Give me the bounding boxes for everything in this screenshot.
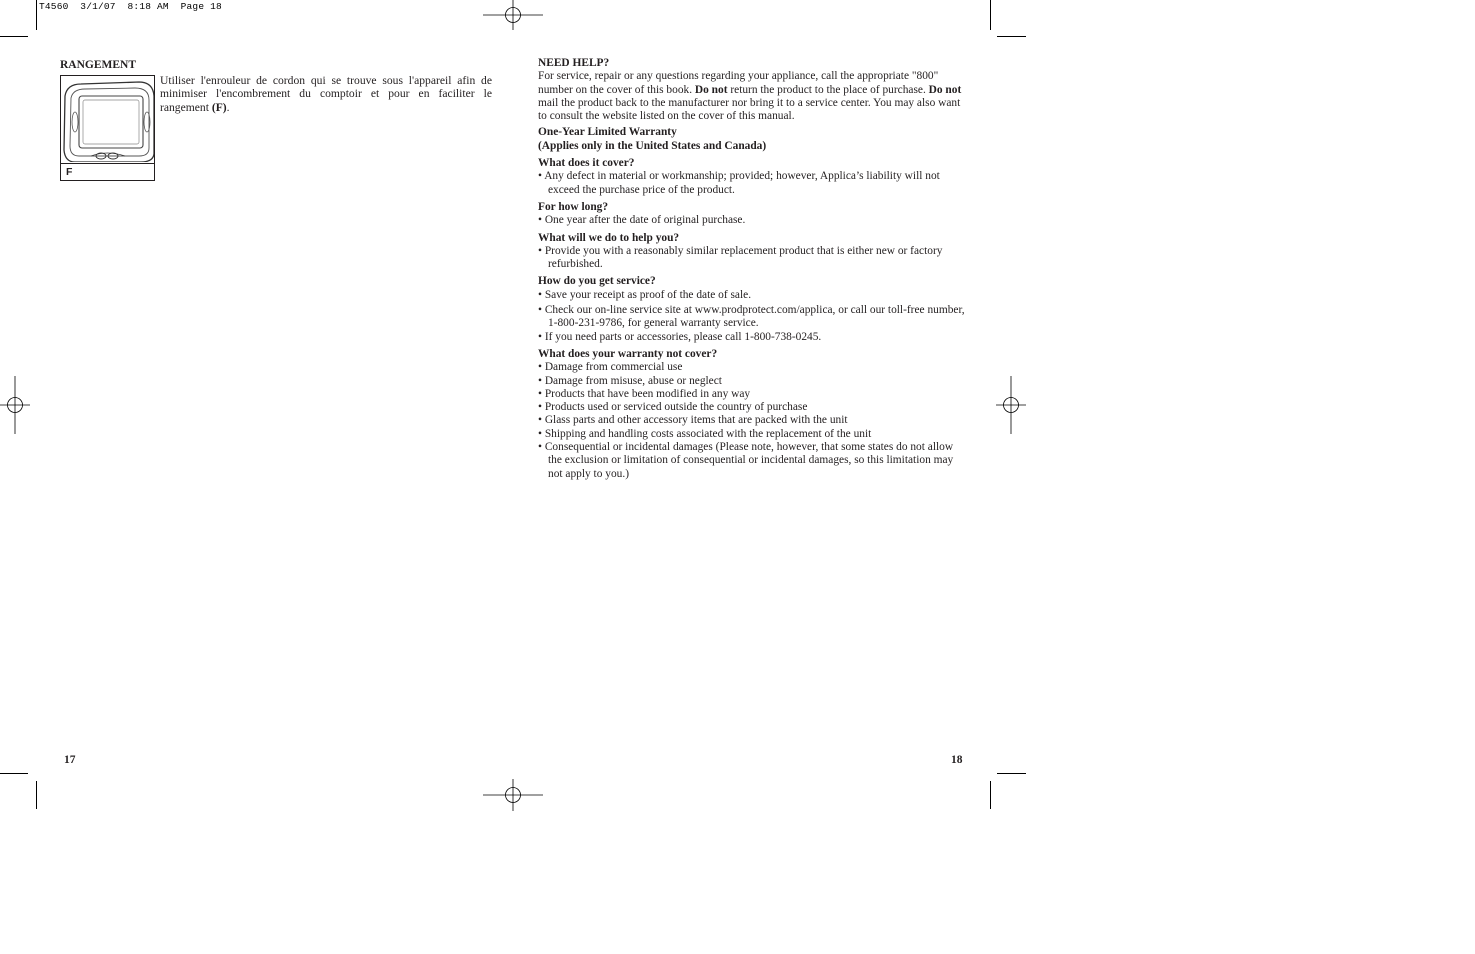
list-item: • Products used or serviced outside the country of purchase: [538, 401, 808, 414]
rangement-text: Utiliser l'enrouleur de cordon qui se trouve sous l'appareil afin de minimiser l'encombrement du comptoir et pour en faciliter le rangement: [160, 74, 492, 114]
warranty-subtitle: (Applies only in the United States and Canada): [538, 139, 767, 152]
list-item: • Shipping and handling costs associated with the replacement of the unit: [538, 427, 872, 440]
registration-mark-icon: [483, 0, 543, 30]
intro-emphasis: Do not: [694, 83, 728, 96]
list-item: • If you need parts or accessories, please call 1-800-738-0245.: [538, 330, 822, 343]
list-item: • Any defect in material or workmanship; provided; however, Applica’s liability will not exceed the purchase price of the product.: [538, 170, 940, 196]
need-help-intro: [538, 70, 968, 123]
intro-text: For service, repair or any questions regarding your appliance, call the appropriate "800" number on the cover of this book.: [538, 70, 939, 96]
list-item: • Damage from misuse, abuse or neglect: [538, 374, 722, 387]
list-item: • Glass parts and other accessory items that are packed with the unit: [538, 414, 848, 427]
list-item: • One year after the date of original purchase.: [538, 214, 746, 227]
crop-mark: [36, 0, 37, 30]
figure-label: F: [66, 166, 73, 178]
section-heading-coverage: What does it cover?: [538, 157, 635, 170]
crop-mark: [997, 773, 1026, 774]
figure-f: [60, 75, 155, 181]
need-help-heading: NEED HELP?: [538, 57, 610, 69]
list-item: • Damage from commercial use: [538, 361, 683, 374]
list-item: • Provide you with a reasonably similar replacement product that is either new or factory refurbished.: [538, 244, 943, 271]
section-heading-exclusions: What does your warranty not cover?: [538, 347, 718, 360]
crop-mark: [990, 781, 991, 809]
registration-mark-icon: [0, 376, 30, 434]
intro-emphasis: Do not: [928, 83, 962, 96]
registration-mark-icon: [483, 779, 543, 811]
intro-text: mail the product back to the manufacturer nor bring it to a service center. You may also want to consult the website listed on the cover of this manual.: [538, 96, 961, 123]
appliance-underside-illustration: [61, 76, 154, 162]
list-item: • Check our on-line service site at www.prodprotect.com/applica, or call our toll-free number, 1-800-231-9786, for general warranty service.: [538, 304, 965, 330]
warranty-title: One-Year Limited Warranty: [538, 126, 677, 139]
print-slug: T4560 3/1/07 8:18 AM Page 18: [39, 1, 222, 12]
section-title-rangement: RANGEMENT: [60, 59, 137, 71]
page-number-left: 17: [64, 754, 76, 766]
crop-mark: [0, 36, 28, 37]
warranty-column: [538, 57, 968, 481]
section-heading-duration: For how long?: [538, 200, 609, 213]
registration-mark-icon: [996, 376, 1026, 434]
section-heading-service: How do you get service?: [538, 275, 656, 288]
list-item: • Products that have been modified in any way: [538, 387, 751, 400]
crop-mark: [0, 773, 28, 774]
crop-mark: [990, 0, 991, 30]
list-item: • Save your receipt as proof of the date of sale.: [538, 288, 752, 301]
rangement-text-end: .: [226, 100, 230, 114]
figure-divider: [61, 163, 154, 164]
section-heading-help: What will we do to help you?: [538, 231, 680, 244]
figure-reference: (F): [211, 100, 227, 114]
list-item: • Consequential or incidental damages (Please note, however, that some states do not allow the exclusion or limitation of consequential or incidental damages, so this limitation may not apply to you.): [538, 441, 954, 480]
crop-mark: [997, 36, 1026, 37]
rangement-body: [160, 74, 492, 114]
page-number-right: 18: [951, 754, 963, 766]
intro-text: return the product to the place of purchase.: [727, 83, 929, 96]
crop-mark: [36, 781, 37, 809]
